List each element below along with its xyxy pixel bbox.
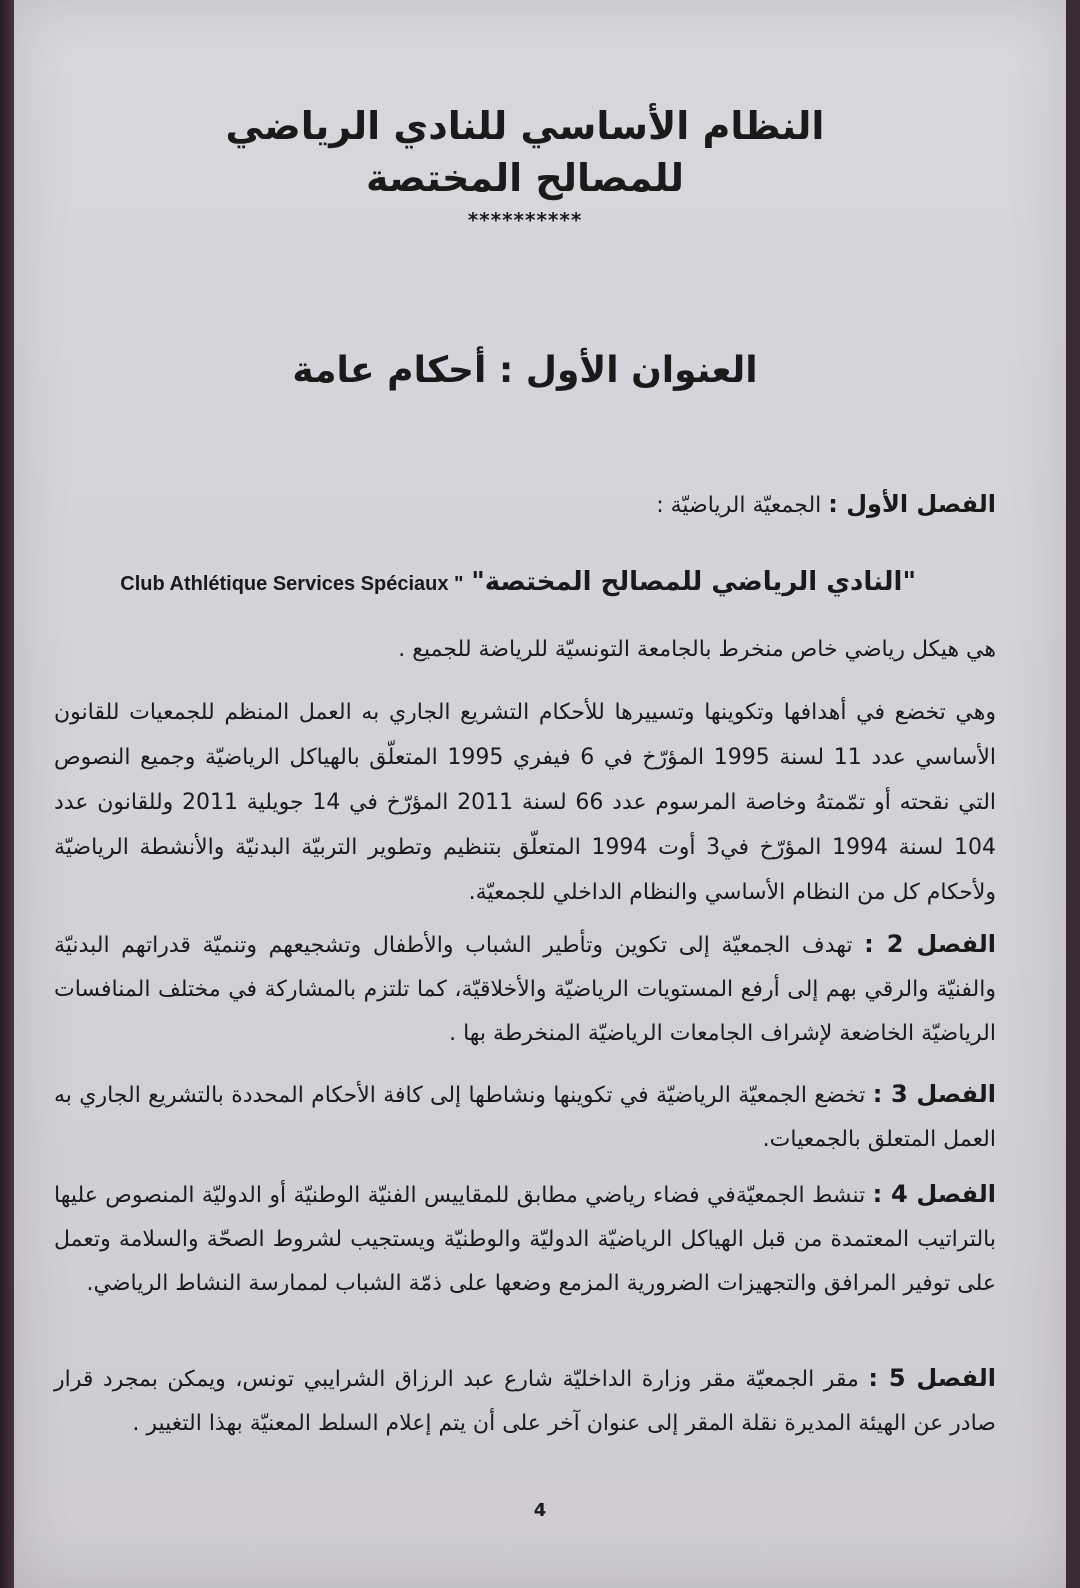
article-5 (54, 1356, 996, 1446)
article-3-label: الفصل 3 : (872, 1080, 997, 1108)
article-2-label: الفصل 2 : (864, 930, 997, 958)
article-3 (54, 1072, 996, 1162)
article-1-line-1: هي هيكل رياضي خاص منخرط بالجامعة التونسيّة للرياضة للجميع . (398, 637, 996, 662)
document-page (14, 0, 1066, 1588)
article-1-subject: الجمعيّة الرياضيّة : (656, 493, 822, 518)
article-3-text: تخضع الجمعيّة الرياضيّة في تكوينها ونشاطها إلى كافة الأحكام المحددة بالتشريع الجاري به العمل المتعلق بالجمعيات. (54, 1083, 996, 1152)
title-separator: ********** (467, 208, 583, 232)
article-5-label: الفصل 5 : (868, 1364, 997, 1392)
background-edge (0, 0, 14, 1588)
article-4-text: تنشط الجمعيّةفي فضاء رياضي مطابق للمقاييس الفنيّة الوطنيّة أو الدوليّة المنصوص عليها بالتراتيب المعتمدة من قبل الهياكل الرياضيّة الدوليّة والوطنيّة ويستجيب لشروط الصحّة والسلامة وتعمل على توفير المرافق والتجهيزات الضرورية المزمع وضعها على ذمّة الشباب لممارسة النشاط الرياضي. (54, 1183, 996, 1296)
article-5-text: مقر الجمعيّة مقر وزارة الداخليّة شارع عبد الرزاق الشرايبي تونس، ويمكن بمجرد قرار صادر عن الهيئة المديرة نقلة المقر إلى عنوان آخر على أن يتم إعلام السلط المعنيّة بهذا التغيير . (54, 1367, 996, 1436)
title-line-1: النظام الأساسي للنادي الرياضي (225, 104, 825, 148)
article-4-label: الفصل 4 : (872, 1180, 997, 1208)
article-2-text: تهدف الجمعيّة إلى تكوين وتأطير الشباب والأطفال وتشجيعهم وتنميّة قدراتهم البدنيّة والفنيّة والرقي بهم إلى أرفع المستويات الرياضيّة والأخلاقيّة، كما تلتزم بالمشاركة في مختلف المنافسات الرياضيّة الخاضعة لإشراف الجامعات الرياضيّة المنخرطة بها . (54, 933, 996, 1046)
article-2 (54, 922, 996, 1056)
document-title (54, 100, 996, 204)
club-name-line (54, 560, 996, 606)
club-name-arabic: "النادي الرياضي للمصالح المختصة" (471, 567, 916, 597)
article-1-label: الفصل الأول : (828, 490, 996, 518)
section-heading: العنوان الأول : أحكام عامة (292, 350, 758, 391)
article-4 (54, 1172, 996, 1306)
title-line-2: للمصالح المختصة (365, 156, 684, 200)
page-number: 4 (533, 1500, 547, 1521)
club-name-french: Club Athlétique Services Spéciaux " (120, 573, 464, 595)
article-1-header (54, 482, 996, 528)
article-1-body: وهي تخضع في أهدافها وتكوينها وتسييرها للأحكام التشريع الجاري به العمل المنظم للجمعيات للقانون الأساسي عدد 11 لسنة 1995 المؤرّخ في 6 فيفري 1995 المتعلّق بالهياكل الرياضيّة وجميع النصوص التي نقحته أو تمّمتهُ وخاصة المرسوم عدد 66 لسنة 2011 المؤرّخ في 14 جويلية 2011 وللقانون عدد 104 لسنة 1994 المؤرّخ في3 أوت 1994 المتعلّق بتنظيم وتطوير التربيّة البدنيّة والأنشطة الرياضيّة ولأحكام كل من النظام الأساسي والنظام الداخلي للجمعيّة. (54, 700, 997, 905)
